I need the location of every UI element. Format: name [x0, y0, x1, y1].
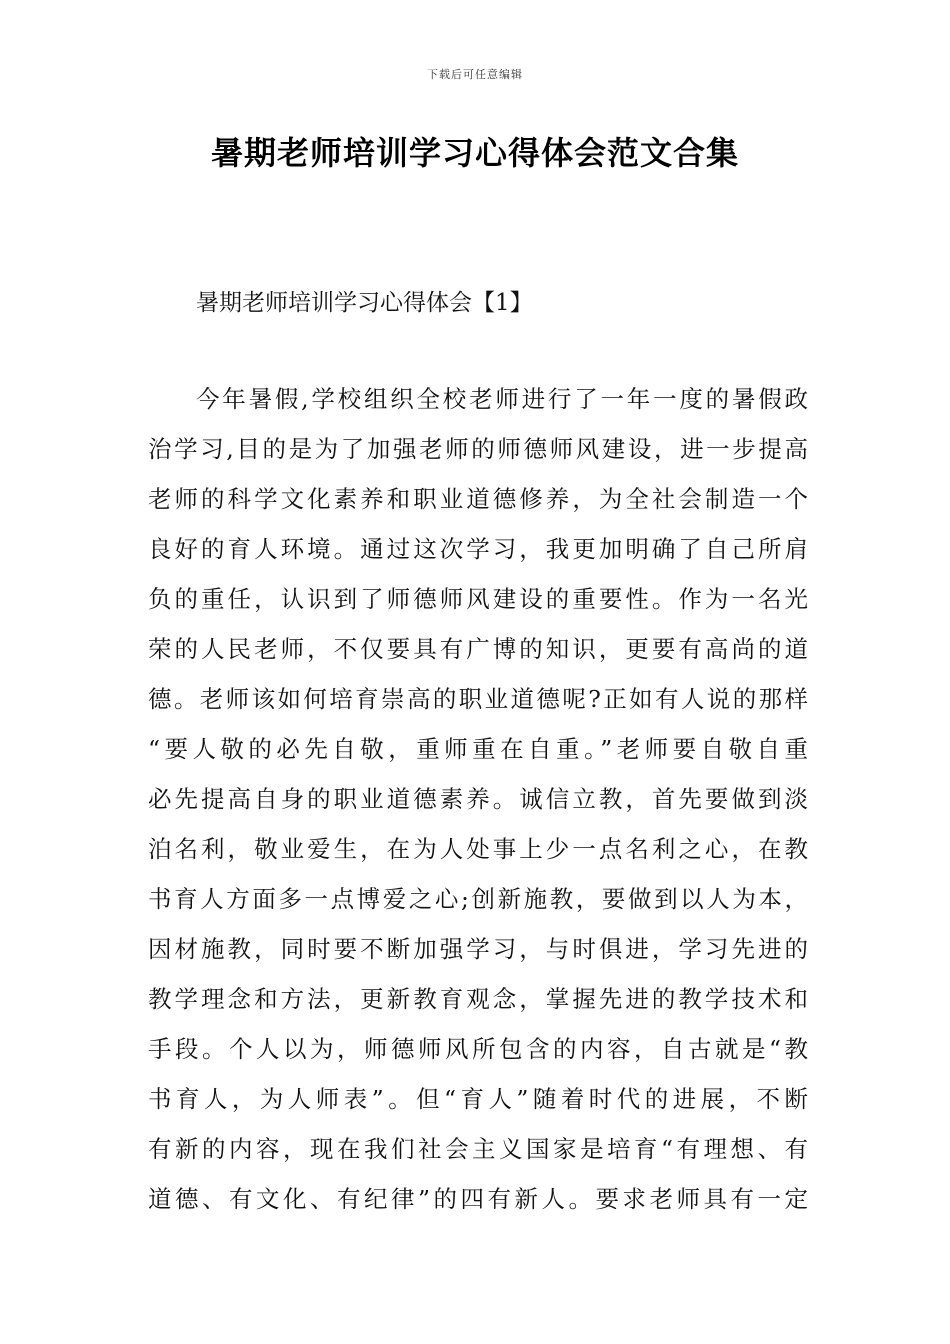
body-line: 今年暑假,学校组织全校老师进行了一年一度的暑假政: [196, 385, 808, 413]
body-line: “要人敬的必先自敬，重师重在自重。”老师要自敬自重: [148, 735, 808, 763]
body-line: 必先提高自身的职业道德素养。诚信立教，首先要做到淡: [148, 785, 808, 813]
body-line: 道德、有文化、有纪律”的四有新人。要求老师具有一定: [148, 1185, 808, 1213]
section-heading: 暑期老师培训学习心得体会【1】: [196, 290, 533, 316]
body-line: 泊名利，敬业爱生，在为人处事上少一点名利之心，在教: [148, 835, 808, 863]
body-line: 有新的内容，现在我们社会主义国家是培育“有理想、有: [148, 1135, 808, 1163]
body-paragraph: [148, 374, 808, 1224]
body-line: 手段。个人以为，师德师风所包含的内容，自古就是“教: [148, 1035, 808, 1063]
body-line: 书育人，为人师表”。但“育人”随着时代的进展，不断: [148, 1085, 808, 1113]
body-line: 教学理念和方法，更新教育观念，掌握先进的教学技术和: [148, 985, 808, 1013]
body-line: 老师的科学文化素养和职业道德修养，为全社会制造一个: [148, 485, 808, 513]
body-line: 良好的育人环境。通过这次学习，我更加明确了自己所肩: [148, 535, 808, 563]
body-line: 书育人方面多一点博爱之心;创新施教，要做到以人为本，: [148, 885, 808, 913]
body-line: 治学习,目的是为了加强老师的师德师风建设，进一步提高: [148, 435, 808, 463]
header-note: 下载后可任意编辑: [427, 68, 523, 81]
document-title: 暑期老师培训学习心得体会范文合集: [210, 134, 739, 172]
body-line: 负的重任，认识到了师德师风建设的重要性。作为一名光: [148, 585, 808, 613]
body-line: 德。老师该如何培育崇高的职业道德呢?正如有人说的那样: [148, 685, 808, 713]
body-line: 因材施教，同时要不断加强学习，与时俱进，学习先进的: [148, 935, 808, 963]
body-line: 荣的人民老师，不仅要具有广博的知识，更要有高尚的道: [148, 635, 808, 663]
